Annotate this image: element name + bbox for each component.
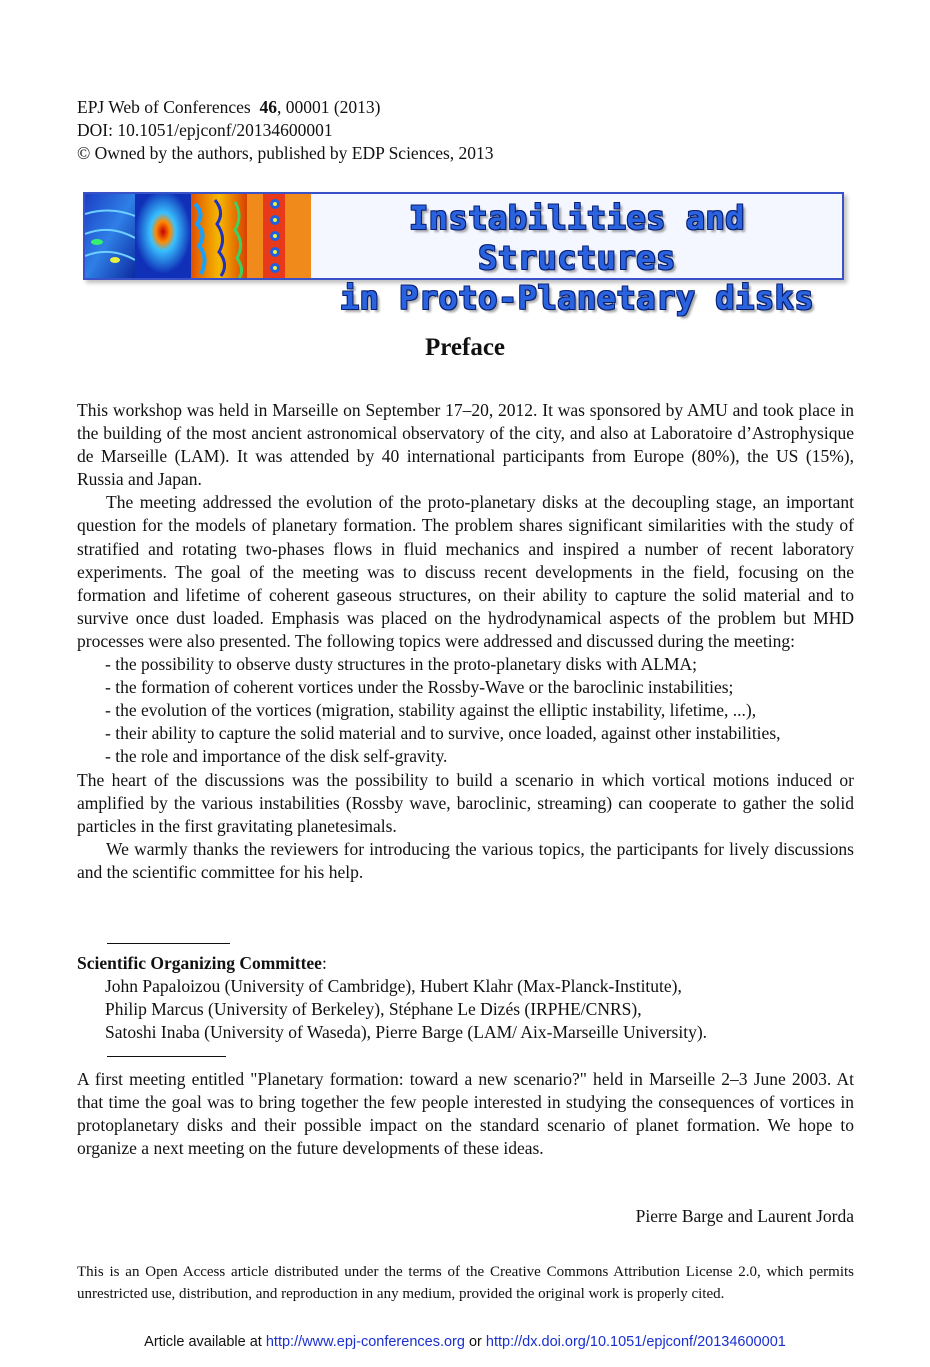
journal-doi: DOI: 10.1051/epjconf/20134600001 xyxy=(77,120,333,140)
article-footer xyxy=(0,1334,930,1350)
list-item: - the role and importance of the disk self-gravity. xyxy=(105,746,448,767)
list-item: - the possibility to observe dusty structures in the proto-planetary disks with ALMA; xyxy=(105,654,698,675)
committee-member-line: Satoshi Inaba (University of Waseda), Pierre Barge (LAM/ Aix-Marseille University). xyxy=(105,1022,708,1043)
banner-title xyxy=(317,198,837,318)
paragraph-intro: This workshop was held in Marseille on September 17–20, 2012. It was sponsored by AMU and took place in the building of the most ancient astronomical observatory of the city, and also at Laboratoire d’Astrophysique de Marseille (LAM). It was attended by 40 international participants from Europe (80%), the US (15%), Russia and Japan. xyxy=(77,400,854,490)
footer-link-conferences[interactable]: http://www.epj-conferences.org xyxy=(265,1334,465,1350)
committee-member-line: Philip Marcus (University of Berkeley), Stéphane Le Dizés (IRPHE/CNRS), xyxy=(105,999,642,1020)
banner-line-2: in Proto-Planetary disks xyxy=(339,279,815,317)
committee-heading xyxy=(77,952,854,975)
committee-heading-colon: : xyxy=(321,953,327,973)
paragraph-meeting: The meeting addressed the evolution of the proto-planetary disks at the decoupling stage, an important question for the models of planetary formation. The problem shares significant similarities with the study of stratified and rotating two-phases flows in fluid mechanics and inspired a number of recent laboratory experiments. The goal of the meeting was to discuss recent developments in the field, focusing on the formation and lifetime of coherent gaseous structures, on their ability to capture the solid material and to survive once dust loaded. Emphasis was placed on the hydrodynamical aspects of the problem but MHD processes were also presented. The following topics were addressed and discussed during the meeting: xyxy=(77,492,854,651)
topics-list xyxy=(77,653,854,768)
journal-article: , 00001 (2013) xyxy=(276,97,381,117)
conference-banner xyxy=(83,192,844,317)
list-item: - the evolution of the vortices (migration, stability against the elliptic instability, lifetime, ...), xyxy=(105,700,757,721)
list-item: - their ability to capture the solid material and to survive, once loaded, against other instabilities, xyxy=(105,723,781,744)
committee-member-line: John Papaloizou (University of Cambridge), Hubert Klahr (Max-Planck-Institute), xyxy=(105,976,682,997)
banner-line-1: Instabilities and Structures xyxy=(408,199,745,277)
author-signature: Pierre Barge and Laurent Jorda xyxy=(635,1206,854,1226)
paragraph-thanks: We warmly thanks the reviewers for introducing the various topics, the participants for lively discussions and the scientific committee for his help. xyxy=(77,838,854,882)
journal-header xyxy=(77,96,494,165)
divider-top xyxy=(107,943,230,944)
page-title: Preface xyxy=(424,334,506,361)
footer-link-doi[interactable]: http://dx.doi.org/10.1051/epjconf/20134600001 xyxy=(485,1334,786,1350)
divider-bottom xyxy=(107,1056,226,1057)
simulation-images xyxy=(85,194,311,278)
journal-copyright: © Owned by the authors, published by EDP Sciences, 2013 xyxy=(77,143,494,163)
committee-heading-text: Scientific Organizing Committee xyxy=(77,953,322,973)
license-notice: This is an Open Access article distributed under the terms of the Creative Commons Attribution License 2.0, which permits unrestricted use, distribution, and reproduction in any medium, provided the original work is properly cited. xyxy=(77,1264,854,1302)
preface-body xyxy=(77,399,854,884)
list-item: - the formation of coherent vortices under the Rossby-Wave or the baroclinic instabilities; xyxy=(105,677,734,698)
committee-section xyxy=(77,952,854,1044)
journal-name: EPJ Web of Conferences xyxy=(77,97,251,117)
journal-citation xyxy=(77,96,494,119)
journal-volume: 46 xyxy=(259,97,277,117)
footer-prefix: Article available at xyxy=(144,1334,262,1350)
footer-or: or xyxy=(468,1334,482,1350)
paragraph-discussion: The heart of the discussions was the possibility to build a scenario in which vortical motions induced or amplified by the various instabilities (Rossby wave, baroclinic, streaming) can cooperate to gather the solid particles in the first gravitating planetesimals. xyxy=(77,769,854,836)
paragraph-first-meeting: A first meeting entitled "Planetary formation: toward a new scenario?" held in Marseille 2–3 June 2003. At that time the goal was to bring together the few people interested in studying the consequences of vortices in protoplanetary disks and their possible impact on the standard scenario of planet formation. We hope to organize a next meeting on the future developments of these ideas. xyxy=(77,1069,854,1159)
